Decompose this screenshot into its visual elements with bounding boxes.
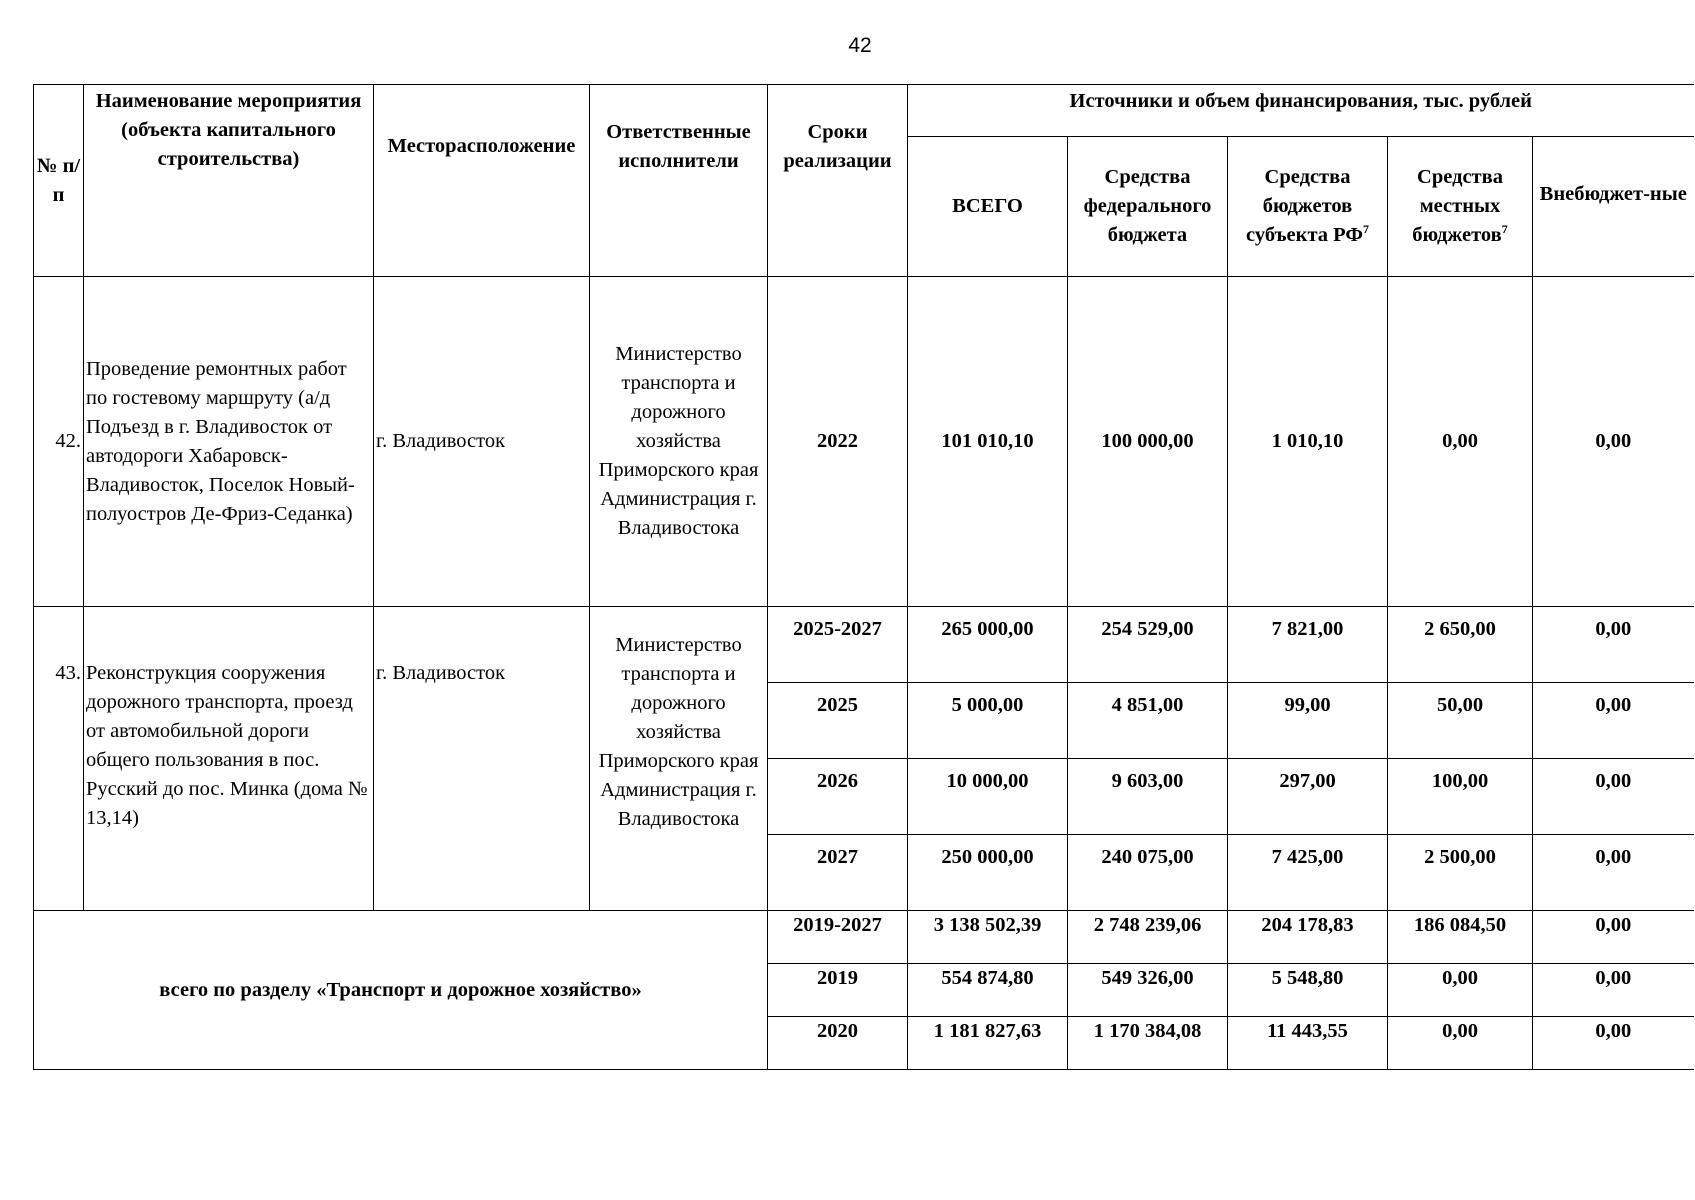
federal-value: 2 748 239,06 [1068,911,1228,964]
period: 2025-2027 [768,607,908,683]
federal-value: 1 170 384,08 [1068,1017,1228,1070]
extra-value: 0,00 [1533,964,1694,1017]
header-num: № п/п [34,85,84,277]
total-value: 265 000,00 [908,607,1068,683]
header-sources: Источники и объем финансирования, тыс. рублей [908,85,1694,137]
federal-value: 240 075,00 [1068,835,1228,911]
period: 2026 [768,759,908,835]
table-row [34,277,1694,607]
local-value: 186 084,50 [1388,911,1533,964]
header-name: Наименование мероприятия (объекта капитального строительства) [84,85,374,277]
header-location: Месторасположение [374,85,590,277]
header-total: ВСЕГО [908,137,1068,277]
local-value: 100,00 [1388,759,1533,835]
local-value: 0,00 [1388,1017,1533,1070]
local-value: 0,00 [1388,964,1533,1017]
subject-value: 7 425,00 [1228,835,1388,911]
footnote-mark: 7 [1362,222,1369,237]
total-value: 554 874,80 [908,964,1068,1017]
row-number: 43. [34,607,84,911]
footnote-mark: 7 [1501,222,1508,237]
measure-name: Проведение ремонтных работ по гостевому маршруту (а/д Подъезд в г. Владивосток от автодороги Хабаровск-Владивосток, Поселок Новый-полуостров Де-Фриз-Седанка) [84,277,374,607]
responsible: Министерство транспорта и дорожного хозяйства Приморского края Администрация г. Владивостока [590,277,768,607]
local-value: 50,00 [1388,683,1533,759]
page-number: 42 [848,34,872,57]
total-value: 5 000,00 [908,683,1068,759]
period: 2025 [768,683,908,759]
subject-value: 297,00 [1228,759,1388,835]
total-value: 10 000,00 [908,759,1068,835]
federal-value: 549 326,00 [1068,964,1228,1017]
federal-value: 254 529,00 [1068,607,1228,683]
location: г. Владивосток [374,607,590,911]
federal-value: 9 603,00 [1068,759,1228,835]
period: 2019-2027 [768,911,908,964]
subject-value: 11 443,55 [1228,1017,1388,1070]
period: 2020 [768,1017,908,1070]
measure-name: Реконструкция сооружения дорожного транспорта, проезд от автомобильной дороги общего пользования в пос. Русский до пос. Минка (дома № 13,14) [84,607,374,911]
header-responsible: Ответственные исполнители [590,85,768,277]
summary-row [34,911,1694,964]
federal-value: 4 851,00 [1068,683,1228,759]
extra-value: 0,00 [1533,277,1694,607]
location: г. Владивосток [374,277,590,607]
row-number: 42. [34,277,84,607]
local-value: 0,00 [1388,277,1533,607]
extra-value: 0,00 [1533,911,1694,964]
total-value: 3 138 502,39 [908,911,1068,964]
extra-value: 0,00 [1533,683,1694,759]
financing-table [33,84,1694,1070]
period: 2022 [768,277,908,607]
extra-value: 0,00 [1533,1017,1694,1070]
header-extra: Внебюджет-ные [1533,137,1694,277]
header-terms: Сроки реализации [768,85,908,277]
subject-value: 1 010,10 [1228,277,1388,607]
header-federal: Средства федерального бюджета [1068,137,1228,277]
header-local: Средства местных бюджетов$^7$ [1388,137,1533,277]
extra-value: 0,00 [1533,607,1694,683]
subject-value: 7 821,00 [1228,607,1388,683]
subject-value: 5 548,80 [1228,964,1388,1017]
subject-value: 99,00 [1228,683,1388,759]
total-value: 101 010,10 [908,277,1068,607]
total-value: 250 000,00 [908,835,1068,911]
period: 2027 [768,835,908,911]
summary-label: всего по разделу «Транспорт и дорожное хозяйство» [34,911,768,1070]
period: 2019 [768,964,908,1017]
federal-value: 100 000,00 [1068,277,1228,607]
header-subject: Средства бюджетов субъекта $РФ^7$ [1228,137,1388,277]
subject-value: 204 178,83 [1228,911,1388,964]
total-value: 1 181 827,63 [908,1017,1068,1070]
extra-value: 0,00 [1533,835,1694,911]
local-value: 2 500,00 [1388,835,1533,911]
responsible: Министерство транспорта и дорожного хозяйства Приморского края Администрация г. Владивостока [590,607,768,911]
extra-value: 0,00 [1533,759,1694,835]
local-value: 2 650,00 [1388,607,1533,683]
table-row [34,607,1694,683]
